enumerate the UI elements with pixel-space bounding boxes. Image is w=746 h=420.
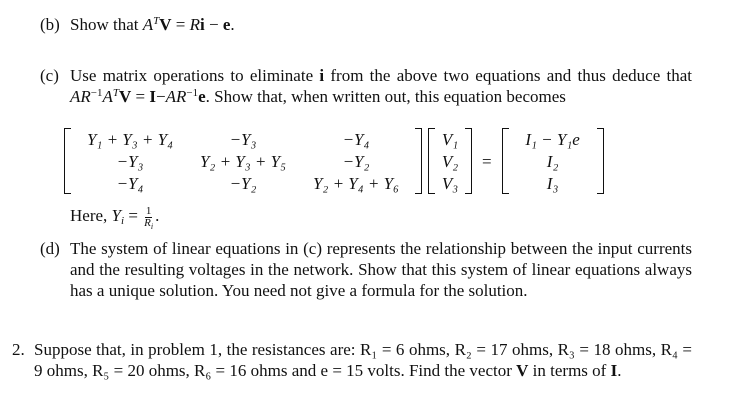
fraction-den-R: R (144, 216, 151, 229)
part-c-I: I (149, 87, 157, 106)
part-c-t1: Use matrix operations to eliminate (70, 66, 320, 85)
problem-2-V: V (516, 361, 529, 380)
part-c-i: i (319, 66, 325, 85)
part-c-eq: = (131, 87, 150, 106)
bracket-right (415, 128, 422, 194)
part-c-minus: − (156, 87, 166, 106)
part-c-AR2: AR (165, 87, 187, 106)
rhs-cell: I₃ (546, 173, 559, 193)
bracket-right (465, 128, 472, 194)
fraction-denominator (144, 218, 153, 229)
here-Y: Y (111, 206, 121, 225)
equals-sign: = (482, 151, 492, 171)
part-b-i: i (200, 15, 205, 34)
matrix-cell: Y₂ + Y₃ + Y₅ (199, 151, 287, 171)
part-b-text (70, 14, 700, 35)
yi-definition (70, 205, 159, 229)
part-b-end: . (230, 15, 235, 34)
part-c-text (70, 65, 692, 107)
matrix-cell: −Y₄ (342, 129, 370, 149)
bracket-left (502, 128, 509, 194)
coefficient-matrix (64, 128, 422, 194)
here-text: Here, (70, 206, 112, 225)
part-b-e: e (222, 15, 231, 34)
part-d-label: (d) (40, 239, 60, 258)
part-c-label: (c) (40, 66, 59, 85)
part-c-A: A (102, 87, 113, 106)
matrix-cell: Y₁ + Y₃ + Y₄ (86, 129, 174, 149)
matrix-cell: −Y₃ (116, 151, 144, 171)
here-Y-sub: i (121, 215, 125, 227)
part-c-t3: . Show that, when written out, this equation becomes (205, 87, 566, 106)
part-b-A: A (142, 15, 154, 34)
matrix-cell: −Y₂ (229, 173, 257, 193)
bracket-left (64, 128, 71, 194)
problem-2 (12, 339, 692, 381)
rhs-cell: I₂ (546, 151, 559, 171)
part-c-t2: from the above two equations and thus deduce that (324, 66, 692, 85)
bracket-right (597, 128, 604, 194)
fraction (144, 206, 153, 229)
problem-2-I: I (610, 361, 618, 380)
part-c-inv: −1 (90, 87, 103, 99)
fraction-numerator: 1 (145, 204, 152, 217)
part-d (40, 238, 692, 301)
vector-cell: V₂ (441, 151, 459, 171)
here-end: . (155, 206, 160, 225)
part-c-T: T (112, 87, 120, 99)
matrix-cell: −Y₃ (229, 129, 257, 149)
part-b (40, 14, 700, 35)
part-b-text-start: Show that (70, 15, 143, 34)
matrix-cell: Y₂ + Y₄ + Y₆ (312, 173, 400, 193)
part-b-eq: = (171, 15, 190, 34)
here-eq: = (124, 206, 143, 225)
rhs-vector (502, 128, 604, 194)
matrix-cell: −Y₂ (342, 151, 370, 171)
problem-2-mid: in terms of (528, 361, 611, 380)
part-b-minus: − (204, 15, 223, 34)
rhs-cell: I₁ − Y₁e (525, 129, 580, 149)
problem-2-end: . (617, 361, 622, 380)
vector-cell: V₁ (441, 129, 459, 149)
part-b-V: V (159, 15, 172, 34)
vector-cell: V₃ (441, 173, 459, 193)
part-c-e: e (198, 87, 206, 106)
matrix-cell: −Y₄ (116, 173, 144, 193)
part-b-R: R (189, 15, 201, 34)
problem-2-label: 2. (12, 340, 25, 359)
problem-2-text (34, 339, 692, 381)
part-b-label: (b) (40, 15, 60, 34)
matrix-equation (64, 128, 604, 194)
part-c-inv2: −1 (186, 87, 199, 99)
bracket-left (428, 128, 435, 194)
problem-2-body: Suppose that, in problem 1, the resistances are: R₁ = 6 ohms, R₂ = 17 ohms, R₃ = 18 ohms, R₄ = 9 ohms, R₅ = 20 ohms, R₆ = 16 ohms and e = 15 volts. Find the vector (34, 340, 692, 380)
part-c-AR: AR (70, 87, 91, 106)
fraction-den-sub: i (150, 221, 154, 231)
part-c (40, 65, 692, 107)
voltage-vector (428, 128, 472, 194)
part-c-V: V (119, 87, 132, 106)
part-b-T: T (153, 15, 160, 27)
part-d-text: The system of linear equations in (c) represents the relationship between the input currents and the resulting voltages in the network. Show that this system of linear equations always has a unique solution. You need not give a formula for the solution. (70, 239, 692, 300)
